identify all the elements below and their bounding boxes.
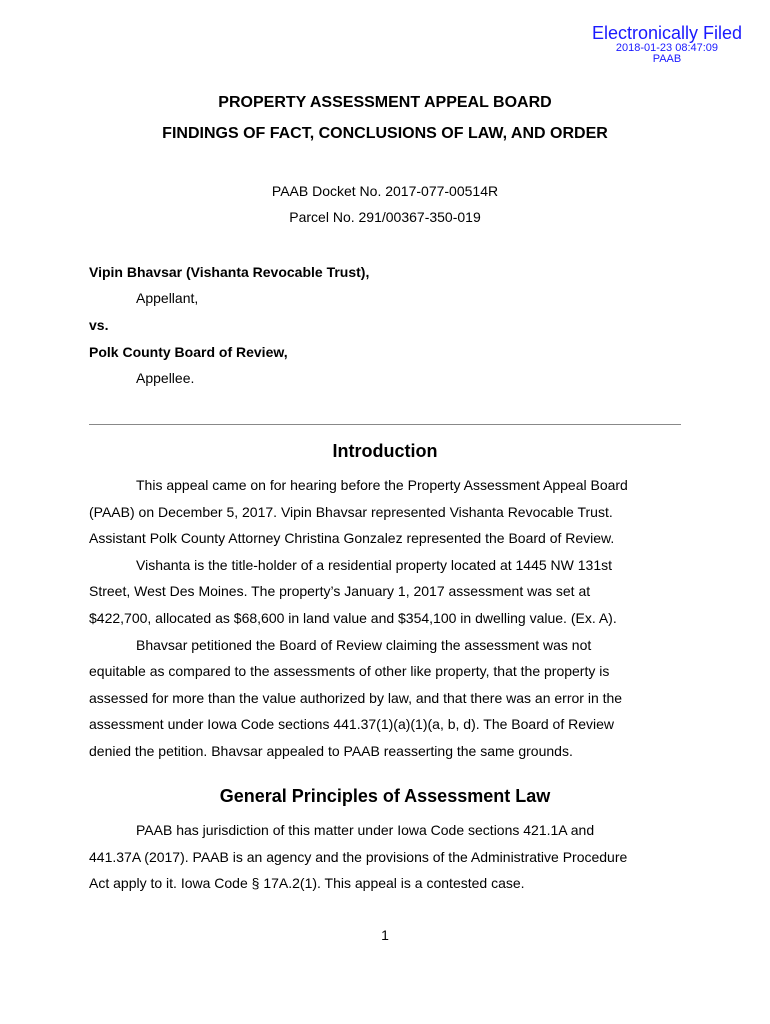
section-divider [89, 424, 681, 425]
text-line: 441.37A (2017). PAAB is an agency and the provisions of the Administrative Procedure [89, 849, 628, 865]
appellant-role: Appellant, [136, 290, 199, 306]
text-line: $422,700, allocated as $68,600 in land value and $354,100 in dwelling value. (Ex. A). [89, 610, 617, 626]
stamp-timestamp: 2018-01-23 08:47:09 [615, 41, 719, 54]
document-title: FINDINGS OF FACT, CONCLUSIONS OF LAW, AND ORDER [162, 125, 608, 142]
stamp-title: Electronically Filed [591, 23, 742, 43]
versus: vs. [89, 317, 109, 333]
parcel-number: Parcel No. 291/00367-350-019 [289, 209, 481, 225]
text-line: Act apply to it. Iowa Code § 17A.2(1). This appeal is a contested case. [89, 875, 525, 891]
text-line: denied the petition. Bhavsar appealed to PAAB reasserting the same grounds. [89, 743, 573, 759]
appellee-name: Polk County Board of Review, [89, 344, 288, 360]
board-name: PROPERTY ASSESSMENT APPEAL BOARD [218, 94, 552, 111]
text-line: Vishanta is the title-holder of a residential property located at 1445 NW 131st [136, 557, 613, 573]
text-line: Assistant Polk County Attorney Christina Gonzalez represented the Board of Review. [89, 530, 615, 546]
text-line: (PAAB) on December 5, 2017. Vipin Bhavsar represented Vishanta Revocable Trust. [89, 504, 613, 520]
text-line: assessed for more than the value authorized by law, and that there was an error in the [89, 690, 623, 706]
appellee-role: Appellee. [136, 370, 195, 386]
appellant-name: Vipin Bhavsar (Vishanta Revocable Trust), [89, 264, 370, 280]
text-line: Bhavsar petitioned the Board of Review claiming the assessment was not [136, 637, 592, 653]
text-line: Street, West Des Moines. The property’s January 1, 2017 assessment was set at [89, 583, 591, 599]
stamp-agency: PAAB [652, 53, 682, 66]
electronic-filing-stamp [592, 24, 742, 66]
text-line: assessment under Iowa Code sections 441.37(1)(a)(1)(a, b, d). The Board of Review [89, 716, 614, 732]
text-line: PAAB has jurisdiction of this matter under Iowa Code sections 421.1A and [136, 822, 595, 838]
page-number: 1 [381, 927, 389, 943]
introduction-heading: Introduction [332, 441, 438, 461]
text-line: This appeal came on for hearing before the Property Assessment Appeal Board [136, 477, 628, 493]
text-line: equitable as compared to the assessments of other like property, that the property is [89, 663, 610, 679]
docket-number: PAAB Docket No. 2017-077-00514R [271, 183, 499, 199]
principles-heading: General Principles of Assessment Law [219, 786, 551, 806]
